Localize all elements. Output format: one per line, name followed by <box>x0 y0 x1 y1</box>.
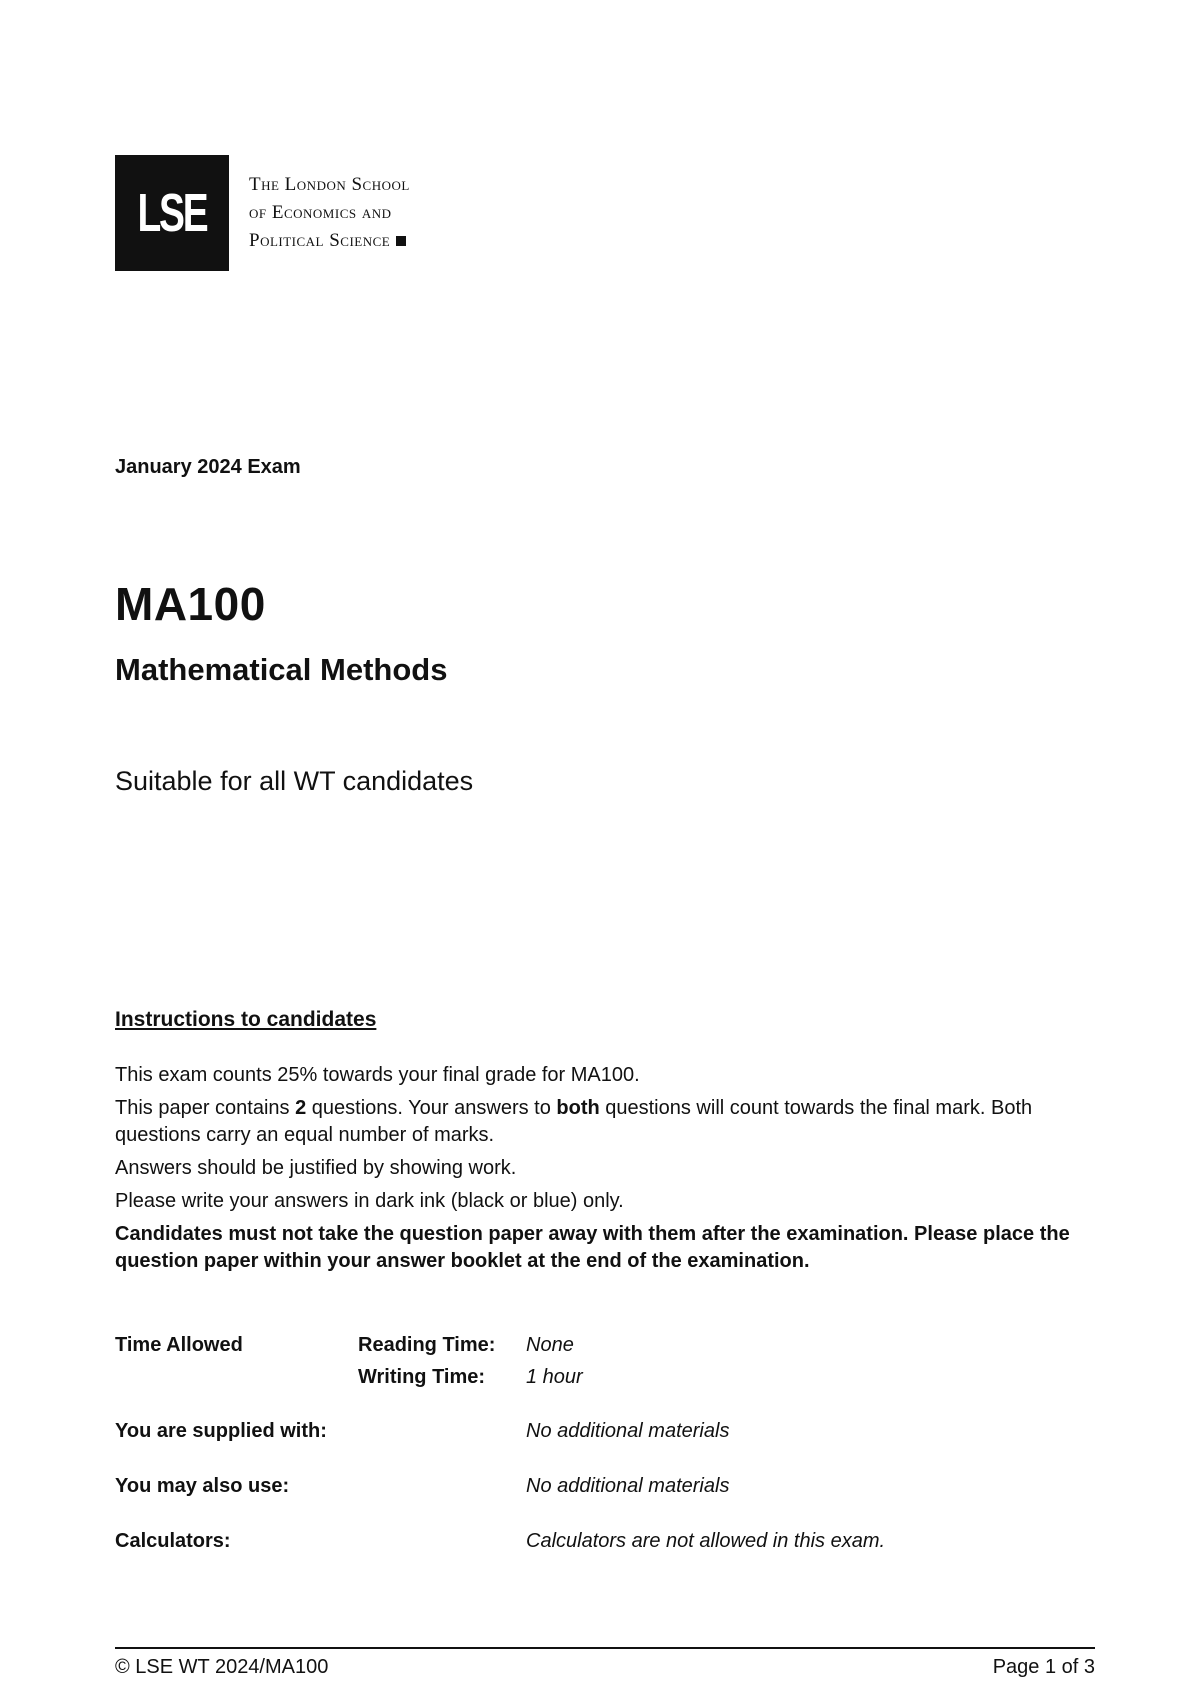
calculators-label: Calculators: <box>115 1530 231 1552</box>
logo-square-icon <box>396 236 406 246</box>
writing-time-label: Writing Time: <box>358 1366 486 1388</box>
instruction-weighting: This exam counts 25% towards your final grade for MA100. <box>115 1064 640 1086</box>
supplied-value: No additional materials <box>526 1420 730 1442</box>
instruction-question-count-mid: questions. Your answers to <box>306 1097 557 1119</box>
reading-time-label: Reading Time: <box>358 1334 496 1356</box>
instruction-question-count-both: both <box>556 1097 600 1119</box>
logo-line-3 <box>249 227 410 255</box>
time-allowed-label: Time Allowed <box>115 1334 243 1356</box>
instructions-section <box>115 1006 1095 1281</box>
footer-divider <box>115 1647 1095 1649</box>
reading-time-value: None <box>526 1334 574 1356</box>
logo-line-2: of Economics and <box>249 202 392 223</box>
exam-date: January 2024 Exam <box>115 456 301 478</box>
instruction-question-count-post: questions will count towards the final mark. Both questions carry an equal number of marks. <box>115 1097 1033 1146</box>
footer-copyright: © LSE WT 2024/MA100 <box>115 1656 329 1678</box>
supplied-label: You are supplied with: <box>115 1420 327 1442</box>
instruction-justify: Answers should be justified by showing work. <box>115 1157 517 1179</box>
may-use-value: No additional materials <box>526 1475 730 1497</box>
calculators-value: Calculators are not allowed in this exam. <box>526 1530 886 1552</box>
lse-logo-mark-text: LSE <box>137 183 207 243</box>
course-code: MA100 <box>115 578 266 630</box>
instruction-question-paper: Candidates must not take the question paper away with them after the examination. Please place the question paper within your answer booklet at the end of the examination. <box>115 1223 1070 1272</box>
candidate-suitability: Suitable for all WT candidates <box>115 766 474 796</box>
instruction-question-count-pre: This paper contains <box>115 1097 296 1119</box>
lse-logo <box>115 155 410 271</box>
lse-logo-wordmark <box>249 171 410 255</box>
instruction-question-count-number: 2 <box>295 1097 307 1119</box>
lse-logo-mark <box>115 155 229 271</box>
instructions-heading: Instructions to candidates <box>115 1008 377 1031</box>
writing-time-value: 1 hour <box>526 1366 583 1388</box>
logo-line-1: The London School <box>249 174 410 195</box>
may-use-label: You may also use: <box>115 1475 290 1497</box>
instruction-ink: Please write your answers in dark ink (black or blue) only. <box>115 1190 624 1212</box>
footer-page-number: Page 1 of 3 <box>992 1656 1095 1678</box>
instruction-question-count <box>115 1095 1095 1149</box>
logo-line-3-text: Political Science <box>249 230 391 251</box>
course-title: Mathematical Methods <box>115 652 448 687</box>
